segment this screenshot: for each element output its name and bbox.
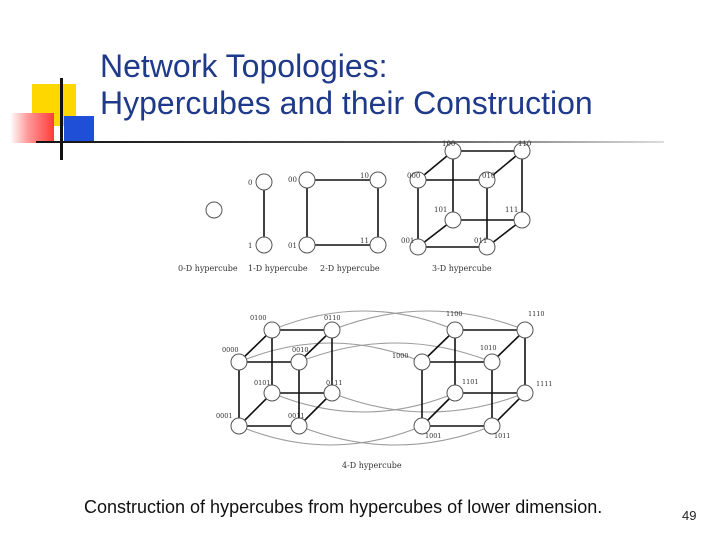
- cube-caption: 2-D hypercube: [320, 264, 380, 273]
- node-2d: [299, 172, 315, 188]
- cube-caption-4d: 4-D hypercube: [342, 461, 402, 470]
- node-4d: [264, 322, 280, 338]
- cube-caption: 3-D hypercube: [432, 264, 492, 273]
- node-label-2d: 11: [360, 237, 369, 245]
- node-label-4d: 0010: [292, 346, 309, 354]
- node-2d: [299, 237, 315, 253]
- page-number: 49: [682, 508, 697, 523]
- node-4d: [517, 322, 533, 338]
- hypercube-edges: [239, 151, 525, 445]
- node-label-4d: 0110: [324, 314, 341, 322]
- node-label-2d: 00: [288, 176, 297, 184]
- node-label-2d: 01: [288, 242, 297, 250]
- node-4d: [264, 385, 280, 401]
- node-4d: [291, 354, 307, 370]
- node-label-4d: 1110: [528, 310, 545, 318]
- cube-caption: 1-D hypercube: [248, 264, 308, 273]
- node-label-4d: 0000: [222, 346, 239, 354]
- node-label-3d: 110: [518, 140, 532, 148]
- node-label-4d: 1100: [446, 310, 463, 318]
- node-label-1d: 0: [248, 179, 253, 187]
- cube-caption: 0-D hypercube: [178, 264, 238, 273]
- node-2d: [370, 237, 386, 253]
- node-label-3d: 001: [401, 237, 415, 245]
- node-label-4d: 1000: [392, 352, 409, 360]
- edge-4d-link: [272, 311, 455, 330]
- slide-title-line-1: Network Topologies:: [100, 48, 388, 84]
- hypercube-nodes: [206, 143, 533, 434]
- node-3d: [514, 212, 530, 228]
- node-label-4d: 0100: [250, 314, 267, 322]
- node-4d: [414, 354, 430, 370]
- node-3d: [445, 212, 461, 228]
- node-label-4d: 0111: [326, 379, 343, 387]
- node-label-4d: 1101: [462, 378, 479, 386]
- node-label-4d: 1011: [494, 432, 511, 440]
- node-4d: [324, 322, 340, 338]
- node-label-3d: 000: [407, 172, 421, 180]
- edge-4d-link: [239, 426, 422, 445]
- node-label-3d: 101: [434, 206, 448, 214]
- node-2d: [370, 172, 386, 188]
- node-4d: [447, 322, 463, 338]
- node-label-1d: 1: [248, 242, 253, 250]
- node-label-3d: 100: [442, 140, 456, 148]
- node-4d: [231, 354, 247, 370]
- node-label-2d: 10: [360, 172, 369, 180]
- node-4d: [231, 418, 247, 434]
- node-4d: [484, 354, 500, 370]
- node-label-4d: 0001: [216, 412, 233, 420]
- node-4d: [447, 385, 463, 401]
- node-0d: [206, 202, 222, 218]
- node-label-3d: 010: [482, 172, 496, 180]
- node-label-4d: 1111: [536, 380, 553, 388]
- node-label-4d: 0101: [254, 379, 271, 387]
- node-1d: [256, 174, 272, 190]
- node-1d: [256, 237, 272, 253]
- node-label-3d: 011: [474, 237, 488, 245]
- node-label-3d: 111: [505, 206, 519, 214]
- node-4d: [517, 385, 533, 401]
- node-4d: [324, 385, 340, 401]
- slide-title-line-2: Hypercubes and their Construction: [100, 85, 593, 121]
- node-4d: [291, 418, 307, 434]
- node-label-4d: 1010: [480, 344, 497, 352]
- node-label-4d: 1001: [425, 432, 442, 440]
- node-label-4d: 0011: [288, 412, 305, 420]
- slide-caption: Construction of hypercubes from hypercubes of lower dimension.: [84, 497, 603, 517]
